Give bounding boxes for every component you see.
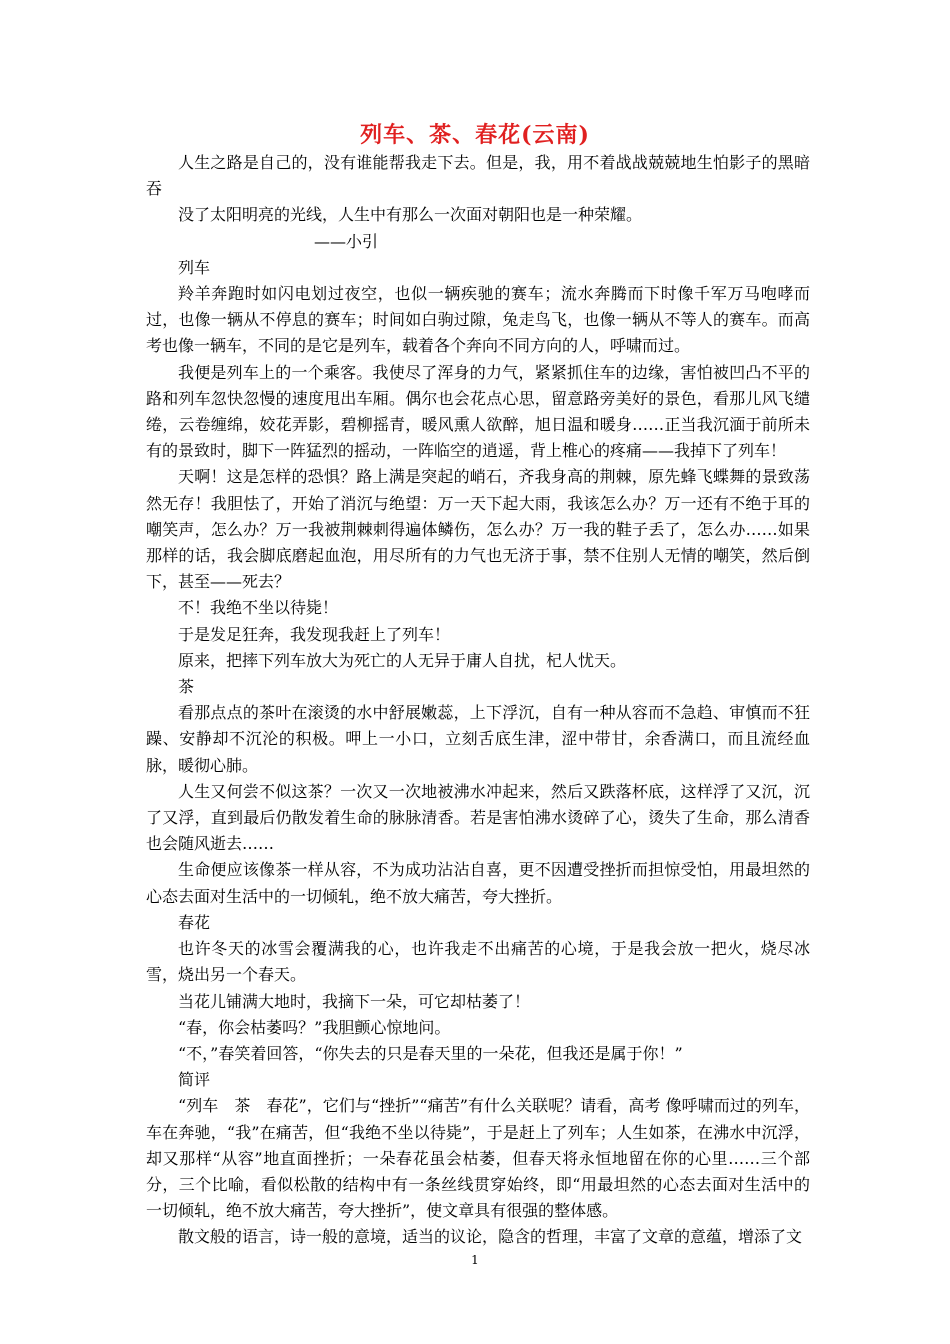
paragraph-train-3: 天啊！这是怎样的恐惧？路上满是突起的峭石，齐我身高的荆棘，原先蜂飞蝶舞的景致荡然无存！我胆怯了，开始了消沉与绝望：万一天下起大雨，我该怎么办？万一还有不绝于耳的嘲笑声，怎么办？万一我被荆棘刺得遍体鳞伤，怎么办？万一我的鞋子丢了，怎么办……如果那样的话，我会脚底磨起血泡，用尽所有的力气也无济于事，禁不住别人无情的嘲笑，然后倒下，甚至——死去？: [146, 467, 810, 592]
section-heading-train: 列车: [178, 257, 211, 277]
paragraph-train-6: 原来，把摔下列车放大为死亡的人无异于庸人自扰，杞人忧天。: [178, 650, 627, 670]
paragraph-spring-2: 当花儿铺满大地时，我摘下一朵，可它却枯萎了！: [178, 991, 531, 1011]
paragraph-spring-1: 也许冬天的冰雪会覆满我的心，也许我走不出痛苦的心境，于是我会放一把火，烧尽冰雪，烧出另一个春天。: [146, 939, 810, 985]
paragraph-train-2: 我便是列车上的一个乘客。我使尽了浑身的力气，紧紧抓住车的边缘，害怕被凹凸不平的路和列车忽快忽慢的速度甩出车厢。偶尔也会花点心思，留意路旁美好的景色，看那儿风飞缱绻，云卷缠绵，姣花弄影，碧柳摇青，暖风熏人欲醉，旭日温和暖身……正当我沉湎于前所未有的景致时，脚下一阵猛烈的摇动，一阵临空的逍遥，背上椎心的疼痛——我掉下了列车！: [146, 362, 810, 461]
section-heading-review: 简评: [178, 1070, 211, 1090]
paragraph-spring-3: “春，你会枯萎吗？”我胆颤心惊地问。: [178, 1017, 451, 1037]
paragraph-tea-2: 人生又何尝不似这茶？一次又一次地被沸水冲起来，然后又跌落杯底，这样浮了又沉，沉了又浮，直到最后仍散发着生命的脉脉清香。若是害怕沸水烫碎了心，烫失了生命，那么清香也会随风逝去……: [146, 781, 810, 854]
article-title: 列车、茶、春花(云南): [360, 122, 590, 148]
paragraph-review-2: 散文般的语言，诗一般的意境，适当的议论，隐含的哲理，丰富了文章的意蕴，增添了文: [178, 1227, 803, 1247]
paragraph-intro-2: 没了太阳明亮的光线，人生中有那么一次面对朝阳也是一种荣耀。: [178, 205, 643, 225]
article-body: [146, 150, 810, 1251]
section-heading-spring-flower: 春花: [178, 912, 211, 932]
section-heading-tea: 茶: [178, 677, 195, 697]
paragraph-train-5: 于是发足狂奔，我发现我赶上了列车！: [178, 624, 451, 644]
paragraph-tea-1: 看那点点的茶叶在滚烫的水中舒展嫩蕊，上下浮沉，自有一种从容而不急趋、审慎而不狂躁、安静却不沉沦的积极。呷上一小口，立刻舌底生津，涩中带甘，余香满口，而且流经血脉，暖彻心肺。: [146, 703, 810, 775]
paragraph-review-1: “列车 茶 春花”，它们与“挫折”“痛苦”有什么关联呢？请看，高考 像呼啸而过的列车，车在奔驰，“我”在痛苦，但“我绝不坐以待毙”，于是赶上了列车；人生如茶，在沸水中沉浮，却又那样“从容”地直面挫折；一朵春花虽会枯萎，但春天将永恒地留在你的心里……三个部分，三个比喻，看似松散的结构中有一条丝线贯穿始终，即“用最坦然的心态去面对生活中的一切倾轧，绝不放大痛苦，夸大挫折”，使文章具有很强的整体感。: [146, 1096, 810, 1221]
paragraph-intro-1: 人生之路是自己的，没有谁能帮我走下去。但是，我，用不着战战兢兢地生怕影子的黑暗吞: [146, 153, 810, 199]
paragraph-train-1: 羚羊奔跑时如闪电划过夜空，也似一辆疾驰的赛车；流水奔腾而下时像千军万马咆哮而过，也像一辆从不停息的赛车；时间如白驹过隙，兔走鸟飞，也像一辆从不等人的赛车。而高考也像一辆车，不同的是它是列车，载着各个奔向不同方向的人，呼啸而过。: [146, 284, 810, 356]
paragraph-spring-4: “不，”春笑着回答，“你失去的只是春天里的一朵花，但我还是属于你！”: [178, 1043, 683, 1063]
page-number: 1: [471, 1253, 479, 1267]
paragraph-train-4: 不！我绝不坐以待毙！: [178, 598, 339, 618]
intro-attribution: ——小引: [314, 231, 379, 251]
paragraph-tea-3: 生命便应该像茶一样从容，不为成功沾沾自喜，更不因遭受挫折而担惊受怕，用最坦然的心态去面对生活中的一切倾轧，绝不放大痛苦，夸大挫折。: [146, 860, 810, 906]
